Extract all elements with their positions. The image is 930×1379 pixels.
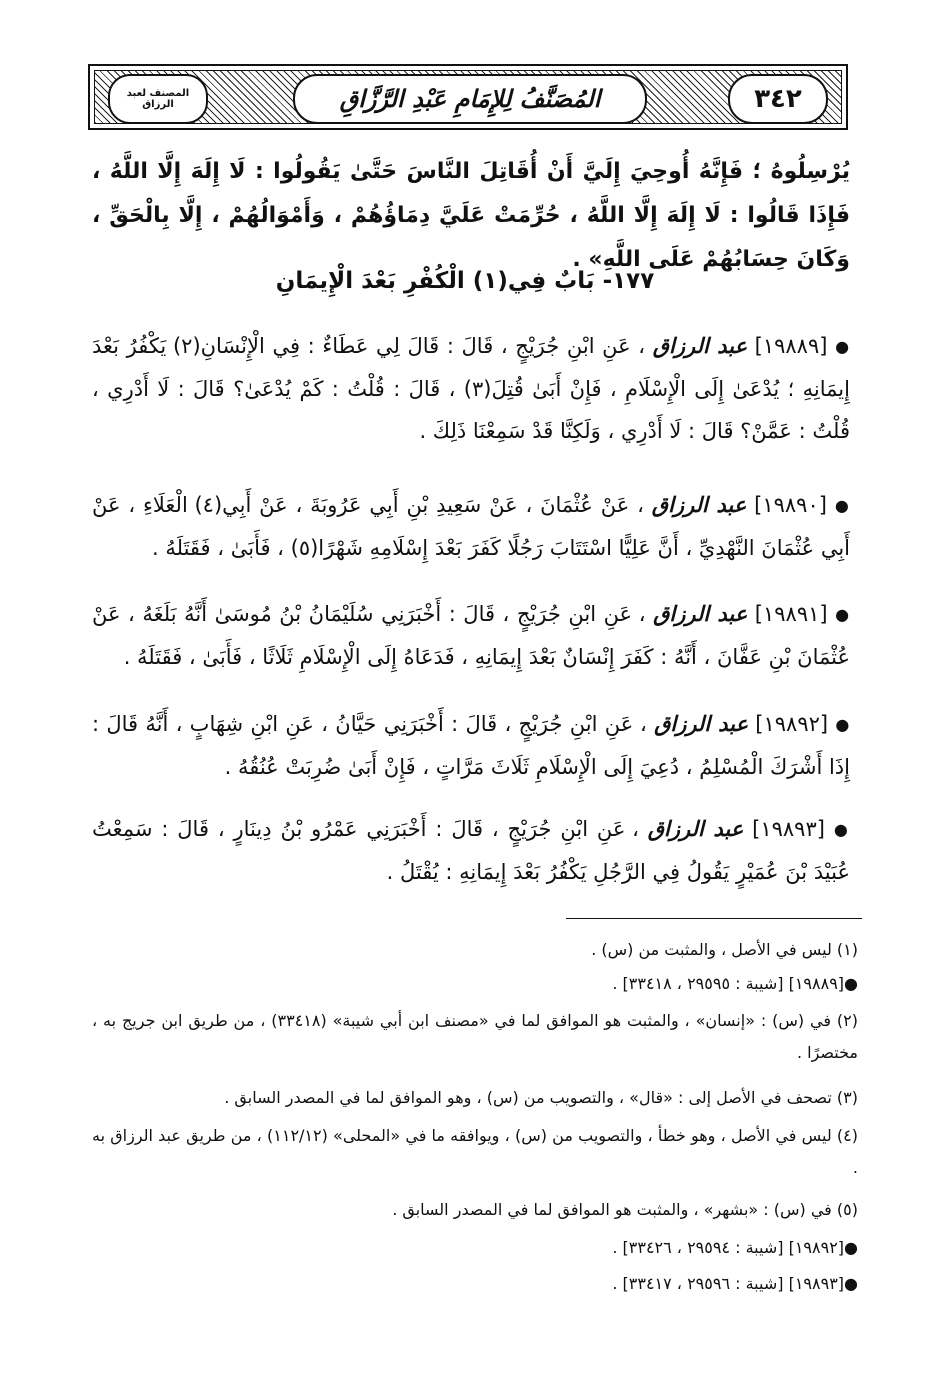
bullet-icon: ● (835, 605, 850, 624)
footnote-reference (92, 1232, 858, 1264)
narrator: عبد الرزاق (654, 712, 748, 736)
hadith-entry (92, 325, 850, 452)
page-number (728, 74, 828, 124)
bullet-icon: ● (835, 715, 851, 734)
logo-text: المصنف لعبد الرزاق (126, 88, 190, 110)
hadith-entry (92, 808, 850, 893)
narrator: عبد الرزاق (653, 602, 748, 626)
hadith-text: ، عَنِ ابْنِ جُرَيْجٍ ، قَالَ : قَالَ لِي عَطَاءٌ : فِي الْإِنْسَانِ(٢) يَكْفُرُ بَعْدَ إِيمَانِهِ ؛ يُدْعَىٰ إِلَى الْإِسْلَامِ ، فَإِنْ أَبَىٰ قُتِلَ(٣) ، قَالَ : قُلْتُ : كَمْ يُدْعَىٰ؟ قَالَ : لَا أَدْرِي ، قُلْتُ : عَمَّنْ؟ قَالَ : لَا أَدْرِي ، وَلَكِنَّا قَدْ سَمِعْنَا ذَلِكَ . (92, 334, 850, 443)
page-header (88, 64, 848, 130)
hadith-text: ، عَنِ ابْنِ جُرَيْجٍ ، قَالَ : أَخْبَرَنِي حَيَّانُ ، عَنِ ابْنِ شِهَابٍ ، أَنَّهُ قَالَ : إِذَا أَشْرَكَ الْمُسْلِمُ ، دُعِيَ إِلَى الْإِسْلَامِ ثَلَاثَ مَرَّاتٍ ، فَإِنْ أَبَىٰ ضُرِبَتْ عُنُقُهُ . (92, 712, 850, 779)
footnote-separator (566, 918, 862, 919)
narrator: عبد الرزاق (651, 493, 747, 517)
footnote-reference-text: [١٩٨٩٢] [شيبة : ٢٩٥٩٤ ، ٣٣٤٢٦] . (612, 1238, 845, 1257)
hadith-number: [١٩٨٩٣] (752, 817, 825, 841)
hadith-number: [١٩٨٩٠] (754, 493, 827, 517)
bullet-icon: ● (833, 820, 850, 839)
hadith-number: [١٩٨٩١] (754, 602, 828, 626)
book-logo (108, 74, 208, 124)
chapter-heading: ١٧٧- بَابٌ فِي(١) الْكُفْرِ بَعْدَ الْإِيمَانِ (275, 268, 655, 294)
page-number-text: ٣٤٢ (754, 84, 802, 114)
intro-paragraph: يُرْسِلُوهُ ؛ فَإِنَّهُ أُوحِيَ إِلَيَّ أَنْ أُقَاتِلَ النَّاسَ حَتَّىٰ يَقُولُوا : لَا إِلَهَ إِلَّا اللَّهُ ، فَإِذَا قَالُوا : لَا إِلَهَ إِلَّا اللَّهُ ، حُرِّمَتْ عَلَيَّ دِمَاؤُهُمْ ، وَأَمْوَالُهُمْ ، إِلَّا بِالْحَقِّ ، وَكَانَ حِسَابُهُمْ عَلَى اللَّهِ» . (92, 159, 850, 272)
footnote-reference (92, 968, 858, 1000)
hadith-text: ، عَنِ ابْنِ جُرَيْجٍ ، قَالَ : أَخْبَرَنِي عَمْرُو بْنُ دِينَارٍ ، قَالَ : سَمِعْتُ عُبَيْدَ بْنَ عُمَيْرٍ يَقُولُ فِي الرَّجُلِ يَكْفُرُ بَعْدَ إِيمَانِهِ : يُقْتَلُ . (92, 817, 850, 884)
hadith-entry (92, 593, 850, 678)
footnote-reference-text: [١٩٨٨٩] [شيبة : ٢٩٥٩٥ ، ٣٣٤١٨] . (612, 974, 845, 993)
footnote-reference-text: [١٩٨٩٣] [شيبة : ٢٩٥٩٦ ، ٣٣٤١٧] . (612, 1274, 845, 1293)
running-title-text: المُصَنَّفُ لِلإِمَامِ عَبْدِ الرَّزَّاقِ (339, 85, 601, 113)
bullet-icon: ● (844, 974, 858, 993)
bullet-icon: ● (834, 496, 850, 515)
footnote: (٢) في (س) : «إنسان» ، والمثبت هو الموافق لما في «مصنف ابن أبي شيبة» (٣٣٤١٨) ، من طريق ابن جريج به ، مختصرًا . (92, 1011, 859, 1062)
footnote-reference (92, 1268, 858, 1300)
bullet-icon: ● (844, 1238, 858, 1257)
footnote: (٣) تصحف في الأصل إلى : «قال» ، والتصويب من (س) ، وهو الموافق لما في المصدر السابق . (224, 1088, 858, 1107)
footnote: (٤) ليس في الأصل ، وهو خطأ ، والتصويب من (س) ، ويوافقه ما في «المحلى» (١١٢/١٢) ، من طريق عبد الرزاق به . (92, 1126, 858, 1177)
hadith-entry (92, 703, 850, 788)
bullet-icon: ● (844, 1274, 858, 1293)
bullet-icon: ● (835, 337, 850, 356)
hadith-text: ، عَنْ عُثْمَانَ ، عَنْ سَعِيدِ بْنِ أَبِي عَرُوبَةَ ، عَنْ أَبِي(٤) الْعَلَاءِ ، عَنْ أَبِي عُثْمَانَ النَّهْدِيِّ ، أَنَّ عَلِيًّا اسْتَتَابَ رَجُلًا كَفَرَ بَعْدَ إِسْلَامِهِ شَهْرًا(٥) ، فَأَبَىٰ ، فَقَتَلَهُ . (92, 493, 850, 560)
narrator: عبد الرزاق (647, 817, 744, 841)
running-title (293, 74, 647, 124)
narrator: عبد الرزاق (652, 334, 747, 358)
footnote: (١) ليس في الأصل ، والمثبت من (س) . (591, 940, 858, 959)
footnote: (٥) في (س) : «بشهر» ، والمثبت هو الموافق لما في المصدر السابق . (392, 1200, 858, 1219)
hadith-entry (92, 484, 850, 569)
hadith-number: [١٩٨٩٢] (755, 712, 829, 736)
hadith-number: [١٩٨٨٩] (754, 334, 828, 358)
hadith-text: ، عَنِ ابْنِ جُرَيْجٍ ، قَالَ : أَخْبَرَنِي سُلَيْمَانُ بْنُ مُوسَىٰ أَنَّهُ بَلَغَهُ ، عَنْ عُثْمَانَ بْنِ عَفَّانَ ، أَنَّهُ : كَفَرَ إِنْسَانٌ بَعْدَ إِيمَانِهِ ، فَدَعَاهُ إِلَى الْإِسْلَامِ ثَلَاثًا ، فَأَبَىٰ ، فَقَتَلَهُ . (92, 602, 850, 669)
